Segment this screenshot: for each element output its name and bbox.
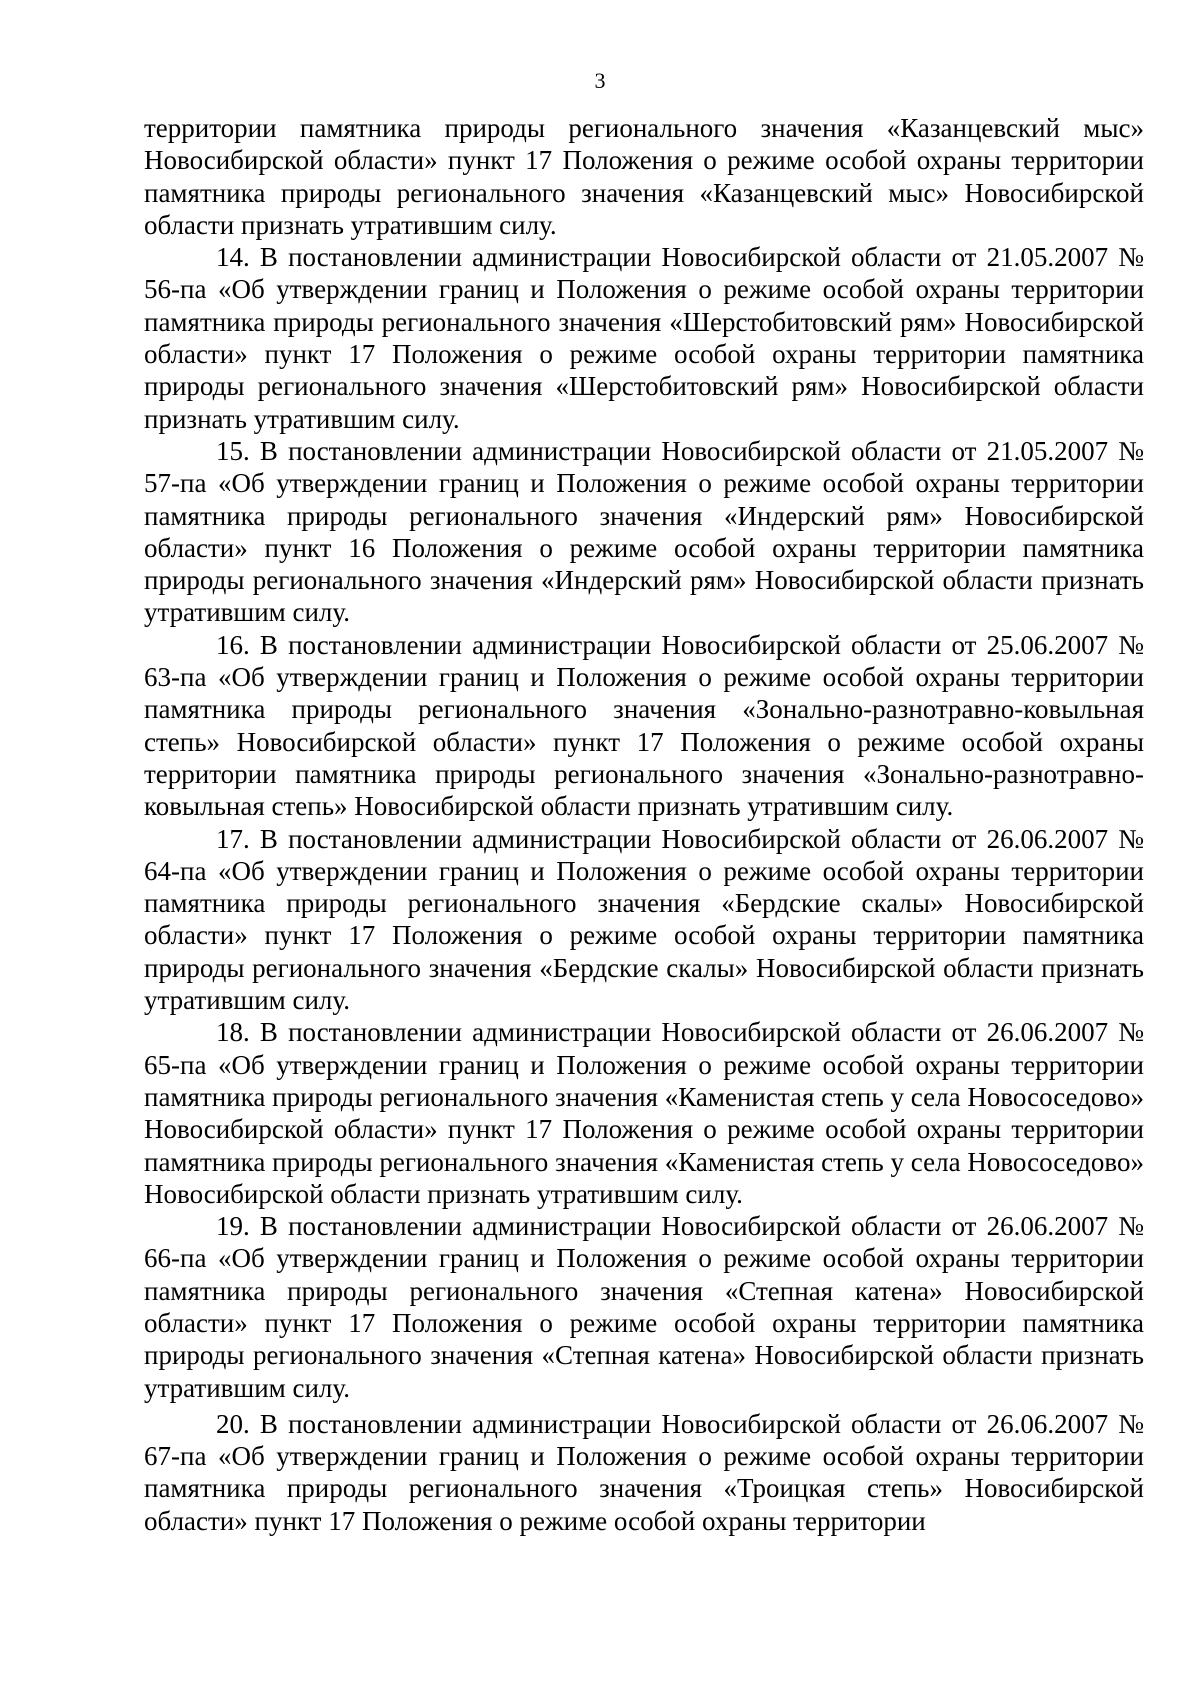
page-number: 3 xyxy=(594,68,606,93)
document-body xyxy=(144,112,1144,1537)
paragraph-item-18: 18. В постановлении администрации Новосибирской области от 26.06.2007 № 65-па «Об утверждении границ и Положения о режиме особой охраны территории памятника природы регионального значения «Каменистая степь у села Новососедово» Новосибирской области» пункт 17 Положения о режиме особой охраны территории памятника природы регионального значения «Каменистая степь у села Новососедово» Новосибирской области признать утратившим силу. xyxy=(144,1017,1144,1209)
paragraph-continuation: территории памятника природы регионального значения «Казанцевский мыс» Новосибирской области» пункт 17 Положения о режиме особой охраны территории памятника природы регионального значения «Казанцевский мыс» Новосибирской области признать утратившим силу. xyxy=(144,113,1144,240)
paragraph-item-14: 14. В постановлении администрации Новосибирской области от 21.05.2007 № 56-па «Об утверждении границ и Положения о режиме особой охраны территории памятника природы регионального значения «Шерстобитовский рям» Новосибирской области» пункт 17 Положения о режиме особой охраны территории памятника природы регионального значения «Шерстобитовский рям» Новосибирской области признать утратившим силу. xyxy=(144,242,1144,434)
paragraph-item-16: 16. В постановлении администрации Новосибирской области от 25.06.2007 № 63-па «Об утверждении границ и Положения о режиме особой охраны территории памятника природы регионального значения «Зонально-разнотравно-ковыльная степь» Новосибирской области» пункт 17 Положения о режиме особой охраны территории памятника природы регионального значения «Зонально-разнотравно-ковыльная степь» Новосибирской области признать утратившим силу. xyxy=(144,629,1144,822)
paragraph-item-15: 15. В постановлении администрации Новосибирской области от 21.05.2007 № 57-па «Об утверждении границ и Положения о режиме особой охраны территории памятника природы регионального значения «Индерский рям» Новосибирской области» пункт 16 Положения о режиме особой охраны территории памятника природы регионального значения «Индерский рям» Новосибирской области признать утратившим силу. xyxy=(144,435,1144,628)
paragraph-item-19: 19. В постановлении администрации Новосибирской области от 26.06.2007 № 66-па «Об утверждении границ и Положения о режиме особой охраны территории памятника природы регионального значения «Степная катена» Новосибирской области» пункт 17 Положения о режиме особой охраны территории памятника природы регионального значения «Степная катена» Новосибирской области признать утратившим силу. xyxy=(144,1211,1144,1403)
paragraph-item-20: 20. В постановлении администрации Новосибирской области от 26.06.2007 № 67-па «Об утверждении границ и Положения о режиме особой охраны территории памятника природы регионального значения «Троицкая степь» Новосибирской области» пункт 17 Положения о режиме особой охраны территории xyxy=(144,1408,1144,1536)
paragraph-item-17: 17. В постановлении администрации Новосибирской области от 26.06.2007 № 64-па «Об утверждении границ и Положения о режиме особой охраны территории памятника природы регионального значения «Бердские скалы» Новосибирской области» пункт 17 Положения о режиме особой охраны территории памятника природы регионального значения «Бердские скалы» Новосибирской области признать утратившим силу. xyxy=(144,823,1144,1016)
